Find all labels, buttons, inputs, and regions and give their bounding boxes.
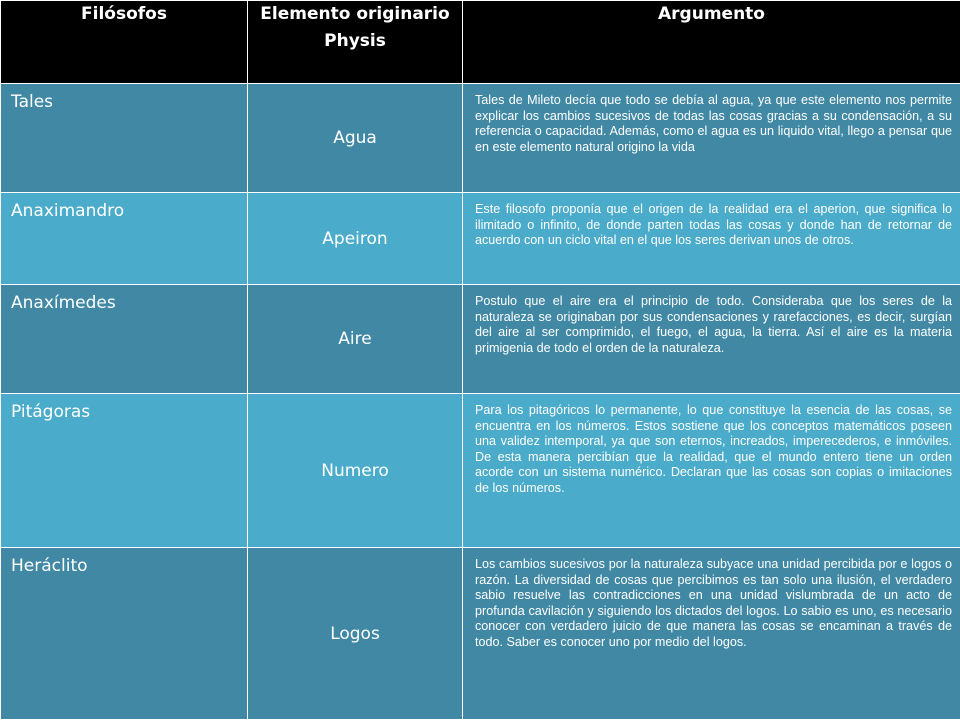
header-element-line2: Physis [324, 31, 386, 51]
table-row [1, 84, 960, 193]
argument-text: Este filosofo proponía que el origen de la realidad era el aperion, que significa lo ilimitado o infinito, de donde parten todas las cosas y donde han de retornar de acuerdo con un ciclo vital en el que los seres derivan unos de otros. [463, 193, 960, 285]
header-element-line1: Elemento originario [260, 4, 450, 24]
origin-element: Logos [248, 548, 463, 720]
origin-element: Apeiron [248, 193, 463, 285]
philosopher-name: Heráclito [1, 548, 248, 720]
table-row [1, 193, 960, 285]
origin-element: Numero [248, 394, 463, 548]
header-row [1, 1, 960, 84]
philosopher-name: Tales [1, 84, 248, 193]
table-row [1, 285, 960, 394]
header-element [248, 1, 463, 84]
philosopher-name: Anaximandro [1, 193, 248, 285]
philosopher-name: Pitágoras [1, 394, 248, 548]
origin-element: Agua [248, 84, 463, 193]
argument-text: Tales de Mileto decía que todo se debía al agua, ya que este elemento nos permite explicar los cambios sucesivos de todas las cosas gracias a su condensación, a su referencia o capacidad. Además, como el agua es un liquido vital, llego a pensar que en este elemento natural origino la vida [463, 84, 960, 193]
philosopher-name: Anaxímedes [1, 285, 248, 394]
argument-text: Los cambios sucesivos por la naturaleza subyace una unidad percibida por e logos o razón. La diversidad de cosas que percibimos es tan solo una ilusión, el verdadero sabio resuelve las contradicciones en una unidad vislumbrada de un acto de profunda cavilación y siguiendo los dictados del logos. Lo sabio es uno, es necesario conocer con verdadero juicio de que manera las cosas se encaminan a través de todo. Saber es conocer uno por medio del logos. [463, 548, 960, 720]
origin-element: Aire [248, 285, 463, 394]
table-row [1, 394, 960, 548]
header-argument: Argumento [463, 1, 960, 84]
table-row [1, 548, 960, 720]
argument-text: Para los pitagóricos lo permanente, lo que constituye la esencia de las cosas, se encuentra en los números. Estos sostiene que los conceptos matemáticos poseen una validez intemporal, ya que son eternos, increados, imperecederos, e inmóviles. De esta manera percibían que la realidad, que el mundo entero tiene un orden acorde con un sistema numérico. Declaran que las cosas son copias o imitaciones de los números. [463, 394, 960, 548]
argument-text: Postulo que el aire era el principio de todo. Consideraba que los seres de la naturaleza se originaban por sus condensaciones y rarefacciones, es decir, surgían del aire al ser comprimido, el fuego, el agua, la tierra. Así el aire es la materia primigenia de todo el orden de la naturaleza. [463, 285, 960, 394]
header-philosophers: Filósofos [1, 1, 248, 84]
